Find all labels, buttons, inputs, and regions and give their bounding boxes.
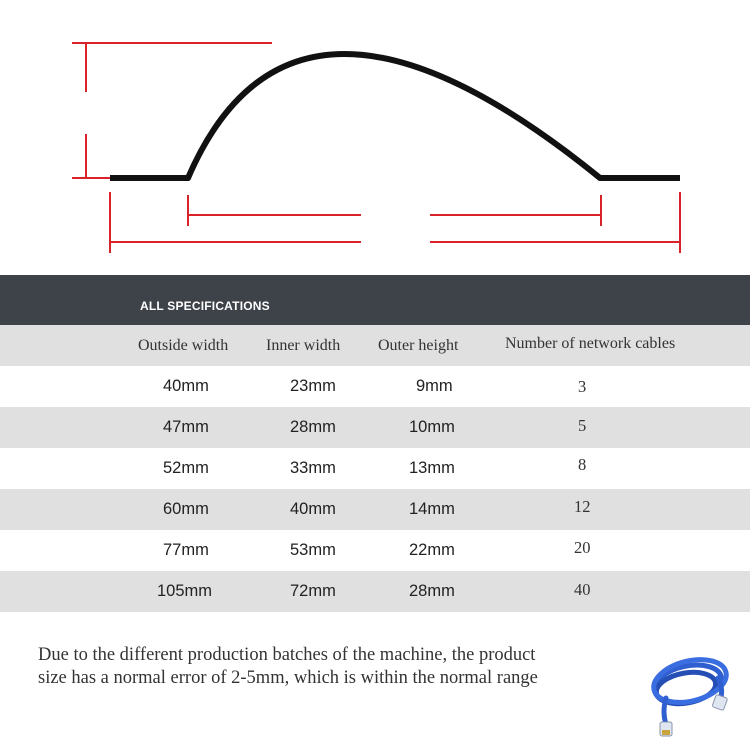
table-cell: 8 xyxy=(578,455,587,474)
table-cell: 28mm xyxy=(290,418,336,436)
specifications-header-bar xyxy=(0,275,750,325)
table-cell: 14mm xyxy=(409,500,455,518)
table-cell: 20 xyxy=(574,538,591,557)
table-cell: 12 xyxy=(574,497,591,516)
table-cell: 5 xyxy=(578,416,587,435)
table-cell: 22mm xyxy=(409,541,455,559)
table-cell: 47mm xyxy=(163,418,209,436)
tolerance-note-line: Due to the different production batches of the machine, the product xyxy=(38,645,536,665)
table-row xyxy=(0,366,750,407)
table-header-row xyxy=(0,325,750,366)
table-row xyxy=(0,489,750,530)
outside-width-dimension xyxy=(110,192,680,253)
inner-width-dimension xyxy=(188,195,601,226)
table-cell: 72mm xyxy=(290,582,336,600)
table-cell: 10mm xyxy=(409,418,455,436)
table-cell: 40 xyxy=(574,580,591,599)
table-cell: 60mm xyxy=(163,500,209,518)
table-cell: 53mm xyxy=(290,541,336,559)
column-header: Outer height xyxy=(378,337,459,354)
table-cell: 40mm xyxy=(163,377,209,395)
table-cell: 105mm xyxy=(157,582,213,600)
table-cell: 23mm xyxy=(290,377,336,395)
table-cell: 33mm xyxy=(290,459,336,477)
cross-section-diagram xyxy=(0,0,750,275)
tolerance-note-line: size has a normal error of 2-5mm, which is within the normal range xyxy=(38,668,538,688)
table-cell: 13mm xyxy=(409,459,455,477)
table-row xyxy=(0,448,750,489)
height-dimension xyxy=(72,43,272,178)
table-cell: 3 xyxy=(578,377,587,396)
cover-profile-outline xyxy=(110,54,680,178)
specifications-title: ALL SPECIFICATIONS xyxy=(140,299,270,313)
table-cell: 40mm xyxy=(290,500,336,518)
table-cell: 28mm xyxy=(409,582,455,600)
table-cell: 77mm xyxy=(163,541,209,559)
column-header: Outside width xyxy=(138,337,229,354)
table-cell: 52mm xyxy=(163,459,209,477)
network-cable-coil-icon xyxy=(640,650,740,740)
tolerance-note xyxy=(38,644,638,690)
table-cell: 9mm xyxy=(416,377,453,395)
table-row xyxy=(0,407,750,448)
column-header: Inner width xyxy=(266,337,341,354)
column-header: Number of network cables xyxy=(505,335,676,352)
table-row xyxy=(0,571,750,612)
table-row xyxy=(0,530,750,571)
